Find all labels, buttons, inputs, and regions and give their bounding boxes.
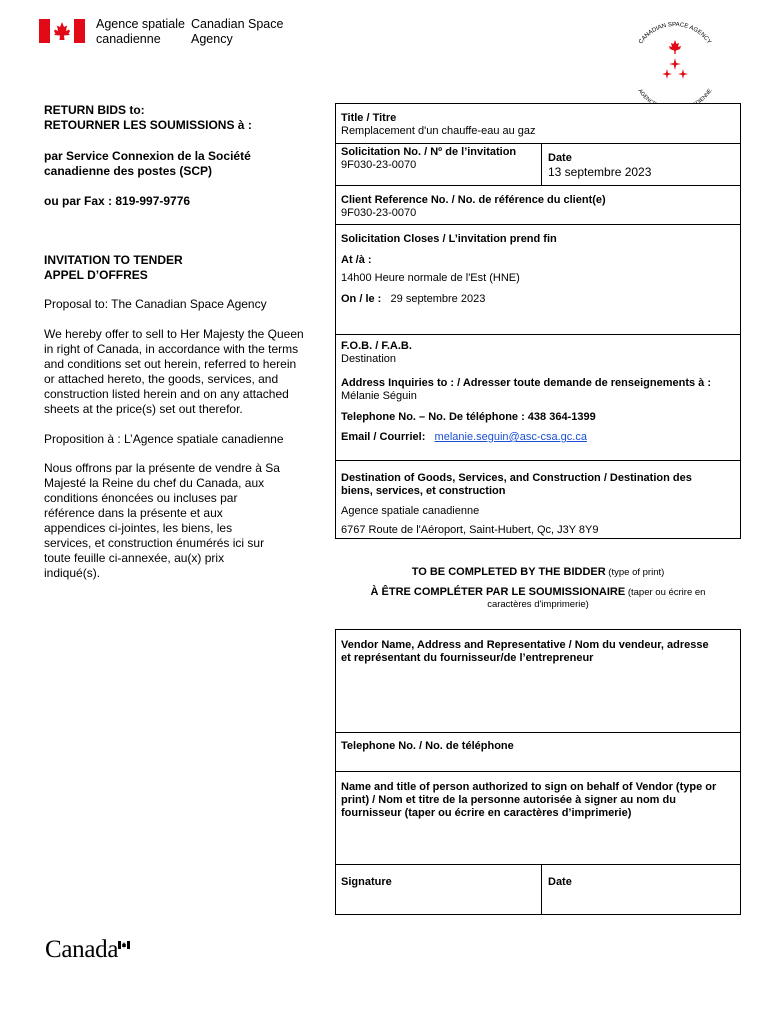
itt-fr: APPEL D’OFFRES xyxy=(44,268,148,282)
offer-en-line: We hereby offer to sell to Her Majesty the Queen xyxy=(44,327,304,341)
wordmark-text: Canada xyxy=(45,936,119,963)
scp-line1: par Service Connexion de la Société xyxy=(44,149,251,163)
wordmark-flag-icon xyxy=(118,941,130,949)
fob-label: F.O.B. / F.A.B. xyxy=(341,340,412,352)
svg-text:AGENCE SPATIALE CANADIENNE xyxy=(637,88,714,104)
fax-number: ou par Fax : 819-997-9776 xyxy=(44,194,191,208)
at-label: At /à : xyxy=(341,254,372,266)
inquiries-value: Mélanie Séguin xyxy=(341,390,417,402)
date-field xyxy=(548,152,651,180)
seal-top-text: CANADIAN SPACE AGENCY xyxy=(638,21,712,46)
destination-field xyxy=(341,472,692,498)
authorized-line3: fournisseur (taper ou écrire en caractères d’imprimerie) xyxy=(341,807,632,819)
offer-fr-line: toute feuille ci-annexée, au(x) prix xyxy=(44,551,225,565)
bidder-line2-note: (taper ou écrire en xyxy=(625,587,706,598)
destination-value-2: 6767 Route de l'Aéroport, Saint-Hubert, Qc, J3Y 8Y9 xyxy=(341,524,599,536)
offer-fr-line: services, et construction énumérés ici sur xyxy=(44,536,265,550)
inquiries-label: Address Inquiries to : / Adresser toute demande de renseignements à : xyxy=(341,377,712,389)
fob-field xyxy=(341,340,412,366)
date-value: 13 septembre 2023 xyxy=(548,165,652,179)
authorized-person-label[interactable] xyxy=(341,781,716,820)
destination-label-line1: Destination of Goods, Services, and Construction / Destination des xyxy=(341,472,692,484)
offer-fr-line: conditions énoncées ou incluses par xyxy=(44,491,238,505)
signature-label[interactable]: Signature xyxy=(341,876,392,888)
destination-value-1: Agence spatiale canadienne xyxy=(341,505,480,517)
authorized-line2: print) / Nom et titre de la personne autorisée à signer au nom du xyxy=(341,794,676,806)
offer-fr-line: appendices ci-jointes, les biens, les xyxy=(44,521,233,535)
destination-label-line2: biens, services, et construction xyxy=(341,485,506,497)
offer-fr-line: Nous offrons par la présente de vendre à Sa xyxy=(44,461,280,475)
agency-fr-line2: canadienne xyxy=(96,32,161,46)
offer-en-line: or attached hereto, the goods, services, and xyxy=(44,372,279,386)
bidder-line3-note: caractères d'imprimerie) xyxy=(487,599,589,610)
agency-name-fr xyxy=(96,17,185,47)
offer-en-paragraph xyxy=(44,327,304,417)
proposal-to: Proposal to: The Canadian Space Agency xyxy=(44,297,267,311)
vendor-info-box xyxy=(335,629,741,915)
agency-en-line2: Agency xyxy=(191,32,233,46)
signature-date-label[interactable]: Date xyxy=(548,876,572,888)
email-link[interactable]: melanie.seguin@asc-csa.gc.ca xyxy=(434,431,587,443)
offer-en-line: in right of Canada, in accordance with the terms xyxy=(44,342,299,356)
seal-bottom-text: AGENC DIENNE xyxy=(636,88,714,104)
title-label: Title / Titre xyxy=(341,112,397,124)
title-value: Remplacement d'un chauffe-eau au gaz xyxy=(341,125,536,137)
offer-fr-paragraph xyxy=(44,461,280,581)
client-ref-value: 9F030-23-0070 xyxy=(341,207,417,219)
canada-flag-logo xyxy=(39,19,85,43)
bidder-line1-note: (type of print) xyxy=(605,567,665,578)
offer-fr-line: référence dans la présente et aux xyxy=(44,506,223,520)
canada-wordmark xyxy=(45,935,118,965)
return-bids-fr: RETOURNER LES SOUMISSIONS à : xyxy=(44,118,252,132)
on-value: 29 septembre 2023 xyxy=(390,293,486,305)
itt-en: INVITATION TO TENDER xyxy=(44,253,183,267)
inquiries-field xyxy=(341,377,711,403)
return-bids-block xyxy=(44,103,252,133)
vendor-label-line2: et représentant du fournisseur/de l’entrepreneur xyxy=(341,652,594,664)
date-label: Date xyxy=(548,152,572,164)
agency-seal-logo xyxy=(616,18,734,104)
authorized-line1: Name and title of person authorized to sign on behalf of Vendor (type or xyxy=(341,781,717,793)
title-field xyxy=(341,112,536,138)
on-label: On / le : xyxy=(341,293,382,305)
bidder-instructions xyxy=(335,566,741,611)
bidder-line2: À ÊTRE COMPLÉTER PAR LE SOUMISSIONAIRE xyxy=(370,586,626,598)
scp-line2: canadienne des postes (SCP) xyxy=(44,164,213,178)
email-label: Email / Courriel: xyxy=(341,431,426,443)
fob-value: Destination xyxy=(341,353,397,365)
offer-en-line: and conditions set out herein, referred to herein xyxy=(44,357,297,371)
proposition: Proposition à : L’Agence spatiale canadienne xyxy=(44,432,284,446)
solicitation-label: Solicitation No. / Nº de l’invitation xyxy=(341,146,517,158)
client-ref-label: Client Reference No. / No. de référence du client(e) xyxy=(341,194,606,206)
telephone-contact: Telephone No. – No. De téléphone : 438 364-1399 xyxy=(341,411,596,423)
email-field xyxy=(341,431,587,444)
at-value: 14h00 Heure normale de l'Est (HNE) xyxy=(341,272,520,284)
solicitation-field xyxy=(341,146,516,172)
agency-fr-line1: Agence spatiale xyxy=(96,17,185,31)
offer-en-line: construction listed herein and on any attached xyxy=(44,387,289,401)
offer-fr-line: indiqué(s). xyxy=(44,566,101,580)
client-reference-field xyxy=(341,194,606,220)
offer-en-line: sheets at the price(s) set out therefor. xyxy=(44,402,243,416)
vendor-name-label[interactable] xyxy=(341,639,709,665)
invitation-to-tender-heading xyxy=(44,253,183,283)
solicitation-value: 9F030-23-0070 xyxy=(341,159,417,171)
return-bids-en: RETURN BIDS to: xyxy=(44,103,145,117)
vendor-label-line1: Vendor Name, Address and Representative / Nom du vendeur, adresse xyxy=(341,639,709,651)
offer-fr-line: Majesté la Reine du chef du Canada, aux xyxy=(44,476,265,490)
agency-name-en xyxy=(191,17,283,47)
scp-block xyxy=(44,149,251,179)
vendor-telephone-label[interactable]: Telephone No. / No. de téléphone xyxy=(341,740,514,752)
solicitation-closes-label: Solicitation Closes / L’invitation prend fin xyxy=(341,233,557,245)
bidder-line1: TO BE COMPLETED BY THE BIDDER xyxy=(411,566,606,578)
agency-en-line1: Canadian Space xyxy=(191,17,284,31)
on-field xyxy=(341,293,485,306)
